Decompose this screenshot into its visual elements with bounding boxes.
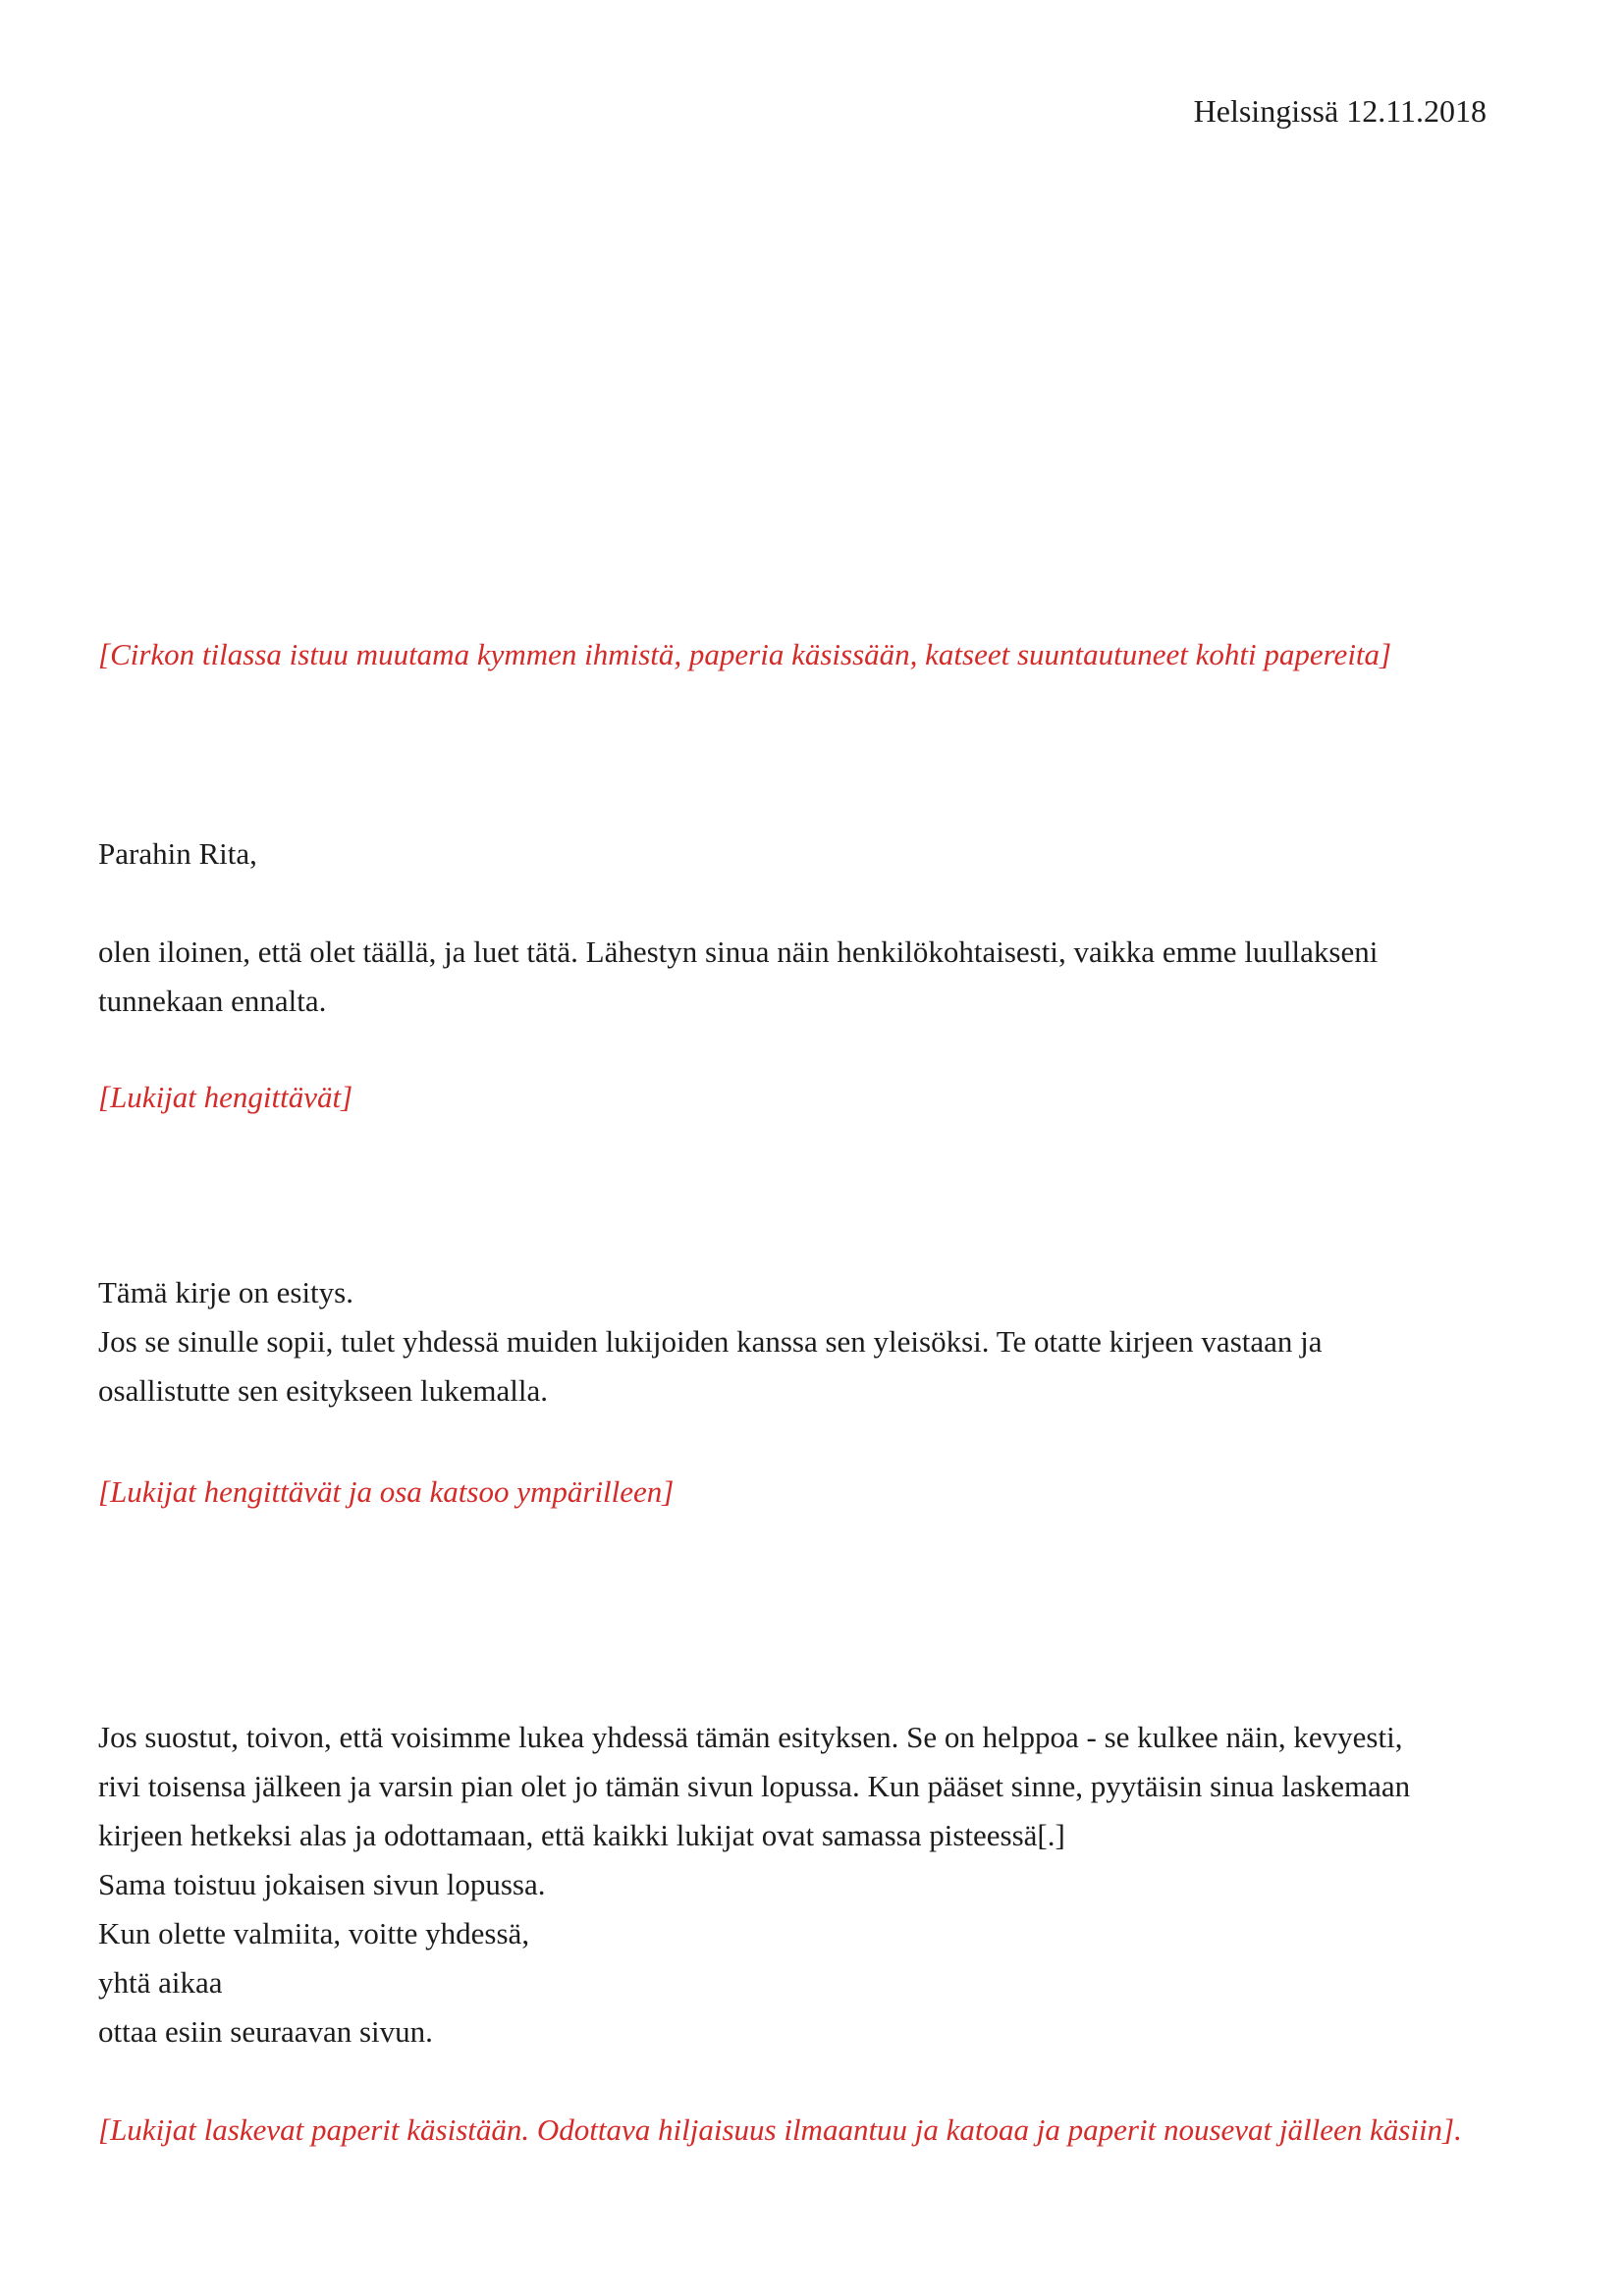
paragraph-reading-instructions-line: Jos suostut, toivon, että voisimme lukea yhdessä tämän esityksen. Se on helppoa - se kulkee näin, kevyesti, — [98, 1720, 1403, 1754]
paragraph-reading-instructions-line: yhtä aikaa — [98, 1965, 223, 2000]
paragraph-reading-instructions-line: Kun olette valmiita, voitte yhdessä, — [98, 1916, 530, 1950]
stage-direction-closing: [Lukijat laskevat paperit käsistään. Odottava hiljaisuus ilmaantuu ja katoaa ja paperit nousevat jälleen käsiin]. — [98, 2112, 1462, 2147]
paragraph-reading-instructions-line: rivi toisensa jälkeen ja varsin pian olet jo tämän sivun lopussa. Kun pääset sinne, pyytäisin sinua laskemaan — [98, 1769, 1411, 1803]
paragraph-reading-instructions-line: kirjeen hetkeksi alas ja odottamaan, että kaikki lukijat ovat samassa pisteessä[.] — [98, 1818, 1065, 1852]
paragraph-greeting-line: olen iloinen, että olet täällä, ja luet tätä. Lähestyn sinua näin henkilökohtaisesti, vaikka emme luullakseni — [98, 934, 1379, 969]
salutation: Parahin Rita, — [98, 836, 257, 871]
paragraph-greeting-line: tunnekaan ennalta. — [98, 984, 327, 1018]
paragraph-reading-instructions — [98, 1713, 1487, 2056]
stage-direction-looking-around: [Lukijat hengittävät ja osa katsoo ympärilleen] — [98, 1474, 675, 1509]
stage-direction-breathing: [Lukijat hengittävät] — [98, 1080, 353, 1114]
stage-direction-opening: [Cirkon tilassa istuu muutama kymmen ihmistä, paperia käsissään, katseet suuntautuneet kohti papereita] — [98, 637, 1392, 671]
paragraph-letter-is-performance-line: Jos se sinulle sopii, tulet yhdessä muiden lukijoiden kanssa sen yleisöksi. Te otatte kirjeen vastaan ja — [98, 1324, 1323, 1359]
paragraph-reading-instructions-line: Sama toistuu jokaisen sivun lopussa. — [98, 1867, 546, 1901]
paragraph-letter-is-performance-line: Tämä kirje on esitys. — [98, 1275, 353, 1309]
paragraph-greeting — [98, 928, 1487, 1026]
paragraph-reading-instructions-line: ottaa esiin seuraavan sivun. — [98, 2014, 433, 2049]
date-line: Helsingissä 12.11.2018 — [1193, 93, 1487, 129]
paragraph-letter-is-performance — [98, 1268, 1487, 1415]
paragraph-letter-is-performance-line: osallistutte sen esitykseen lukemalla. — [98, 1373, 549, 1408]
